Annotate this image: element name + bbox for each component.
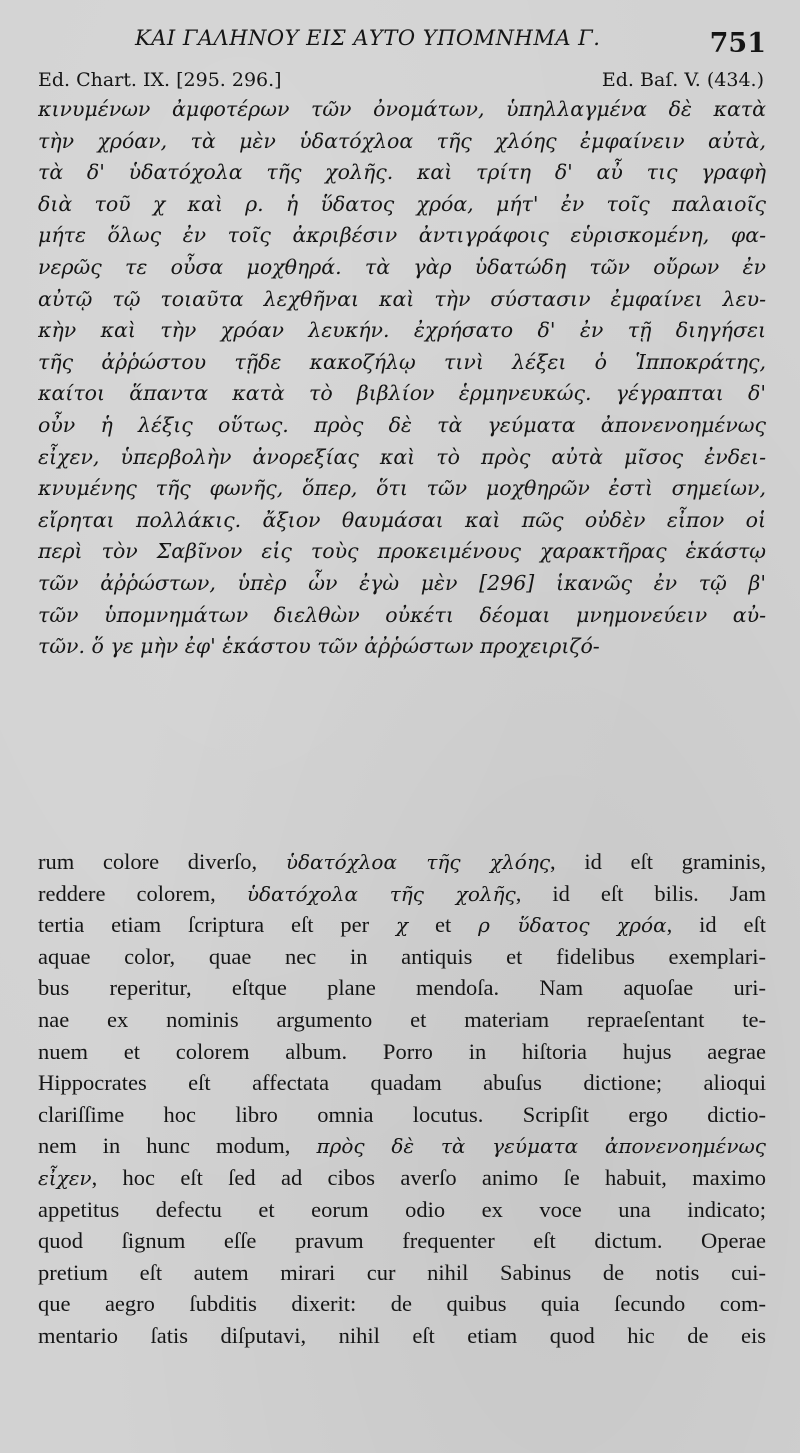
greek-quotation: ρ ὕδατος χρόα [478,913,667,938]
latin-text: aquae color, quae nec in antiquis et fidelibus exemplari- [38,943,766,969]
greek-text-line: τῶν. ὅ γε μὴν ἐφ' ἑκάστου τῶν ἀῤῥώστων προχειριζό- [38,634,600,659]
greek-text-line: τῆς ἀῤῥώστου τῇδε κακοζήλῳ τινὶ λέξει ὁ Ἱπποκράτης, [38,349,766,374]
latin-text: pretium eſt autem mirari cur nihil Sabinus de notis cui- [38,1259,766,1285]
latin-text-line [38,878,766,910]
greek-text-line: περὶ τὸν Σαβῖνον εἰς τοὺς προκειμένους χαρακτῆρας ἑκάστῳ [38,539,766,564]
greek-quotation: πρὸς δὲ τὰ γεύματα ἀπονενοημένως [316,1134,766,1159]
greek-quotation: ὑδατόχλοα τῆς χλόης [285,850,551,874]
latin-text: clariſſime hoc libro omnia locutus. Scripſit ergo dictio- [38,1101,766,1127]
greek-text-line: οὖν ἡ λέξις οὕτως. πρὸς δὲ τὰ γεύματα ἀπονενοημένως [38,412,766,437]
greek-text-line: αὐτῷ τῷ τοιαῦτα λεχθῆναι καὶ τὴν σύστασιν ἐμφαίνει λευ- [38,286,766,311]
greek-text-line: εἴρηται πολλάκις. ἄξιον θαυμάσαι καὶ πῶς οὐδὲν εἶπον οἱ [38,507,766,532]
latin-text-line [38,1036,766,1068]
latin-text-line [38,1067,766,1099]
greek-text-line: καίτοι ἅπαντα κατὰ τὸ βιβλίον ἑρμηνευκώς. γέγραπται δ' [38,381,766,406]
greek-text-line: μήτε ὅλως ἐν τοῖς ἀκριβέσιν ἀντιγράφοις εὑρισκομένη, φα- [38,223,766,248]
latin-text: que aegro ſubditis dixerit: de quibus quia ſecundo com- [38,1291,766,1317]
greek-text-line: τῶν ἀῤῥώστων, ὑπὲρ ὧν ἐγὼ μὲν [296] ἱκανῶς ἐν τῷ β' [38,570,766,595]
page-number: 751 [709,28,766,59]
latin-text: nuem et colorem album. Porro in hiſtoria hujus aegrae [38,1038,766,1064]
latin-text: mentario ſatis diſputavi, nihil eſt etiam quod hic de eis [38,1322,766,1348]
latin-text: , id eſt bilis. Jam [515,880,766,906]
greek-text-line: εἶχεν, ὑπερβολὴν ἀνορεξίας καὶ τὸ πρὸς αὐτὰ μῖσος ἐνδει- [38,444,766,469]
latin-text-line [38,972,766,1004]
greek-text-line: κινυμένων ἀμφοτέρων τῶν ὀνομάτων, ὑπηλλαγμένα δὲ κατὰ [38,97,766,121]
latin-text-line [38,941,766,973]
latin-text-line [38,909,766,941]
greek-text-line: τὴν χρόαν, τὰ μὲν ὑδατόχλοα τῆς χλόης ἐμφαίνειν αὐτὰ, [38,128,766,153]
latin-text: nem in hunc modum, [38,1133,317,1159]
greek-text-line: κνυμένης τῆς φωνῆς, ὅπερ, ὅτι τῶν μοχθηρῶν ἐστὶ σημείων, [38,476,766,501]
greek-text-line: διὰ τοῦ χ καὶ ρ. ἡ ὕδατος χρόα, μήτ' ἐν τοῖς παλαιοῖς [38,191,766,216]
edition-ref-chart: Ed. Chart. IX. [295. 296.] [38,69,282,91]
latin-text-line [38,1320,766,1352]
running-title: ΚΑΙ ΓΑΛΗΝΟΥ ΕΙΣ ΑΥΤΟ ΥΠΟΜΝΗΜΑ Γ. [135,26,601,50]
greek-quotation: χ [396,913,409,938]
latin-text: reddere colorem, [38,880,247,906]
latin-text: tertia etiam ſcriptura eſt per [38,912,397,938]
latin-text-line [38,1004,766,1036]
latin-text: quod ſignum eſſe pravum frequenter eſt dictum. Operae [38,1228,766,1254]
greek-quotation: εἶχεν [38,1165,92,1190]
latin-text: bus reperitur, eſtque plane mendoſa. Nam aquoſae uri- [38,975,766,1001]
latin-text: , id eſt [666,912,766,938]
greek-quotation: ὑδατόχολα τῆς χολῆς [246,881,516,906]
latin-text-block [38,846,766,1352]
latin-text-line [38,846,766,878]
latin-text: et [408,912,479,938]
latin-text: , hoc eſt ſed ad cibos averſo animo ſe habuit, maximo [91,1164,766,1190]
latin-text: nae ex nominis argumento et materiam repraeſentant te- [38,1006,766,1032]
latin-text-line [38,1257,766,1289]
latin-text-line [38,1099,766,1131]
greek-text-block [38,94,766,663]
greek-text-line: τῶν ὑπομνημάτων διελθὼν οὐκέτι δέομαι μνημονεύειν αὐ- [38,602,766,627]
latin-text-line [38,1194,766,1226]
greek-text-line: νερῶς τε οὖσα μοχθηρά. τὰ γὰρ ὑδατώδη τῶν οὔρων ἐν [38,254,766,279]
latin-text: rum colore diverſo, [38,849,286,874]
latin-text-line [38,1288,766,1320]
greek-text-line: κὴν καὶ τὴν χρόαν λευκήν. ἐχρήσατο δ' ἐν τῇ διηγήσει [38,318,766,343]
greek-text-line: τὰ δ' ὑδατόχολα τῆς χολῆς. καὶ τρίτη δ' αὖ τις γραφὴ [38,160,766,185]
latin-text-line [38,1130,766,1162]
latin-text: appetitus defectu et eorum odio ex voce una indicato; [38,1196,766,1222]
edition-ref-basel: Ed. Baſ. V. (434.) [601,69,764,91]
latin-text: , id eſt graminis, [550,849,766,874]
latin-text-line [38,1225,766,1257]
latin-text-line [38,1162,766,1194]
latin-text: Hippocrates eſt affectata quadam abuſus dictione; alioqui [38,1070,766,1096]
